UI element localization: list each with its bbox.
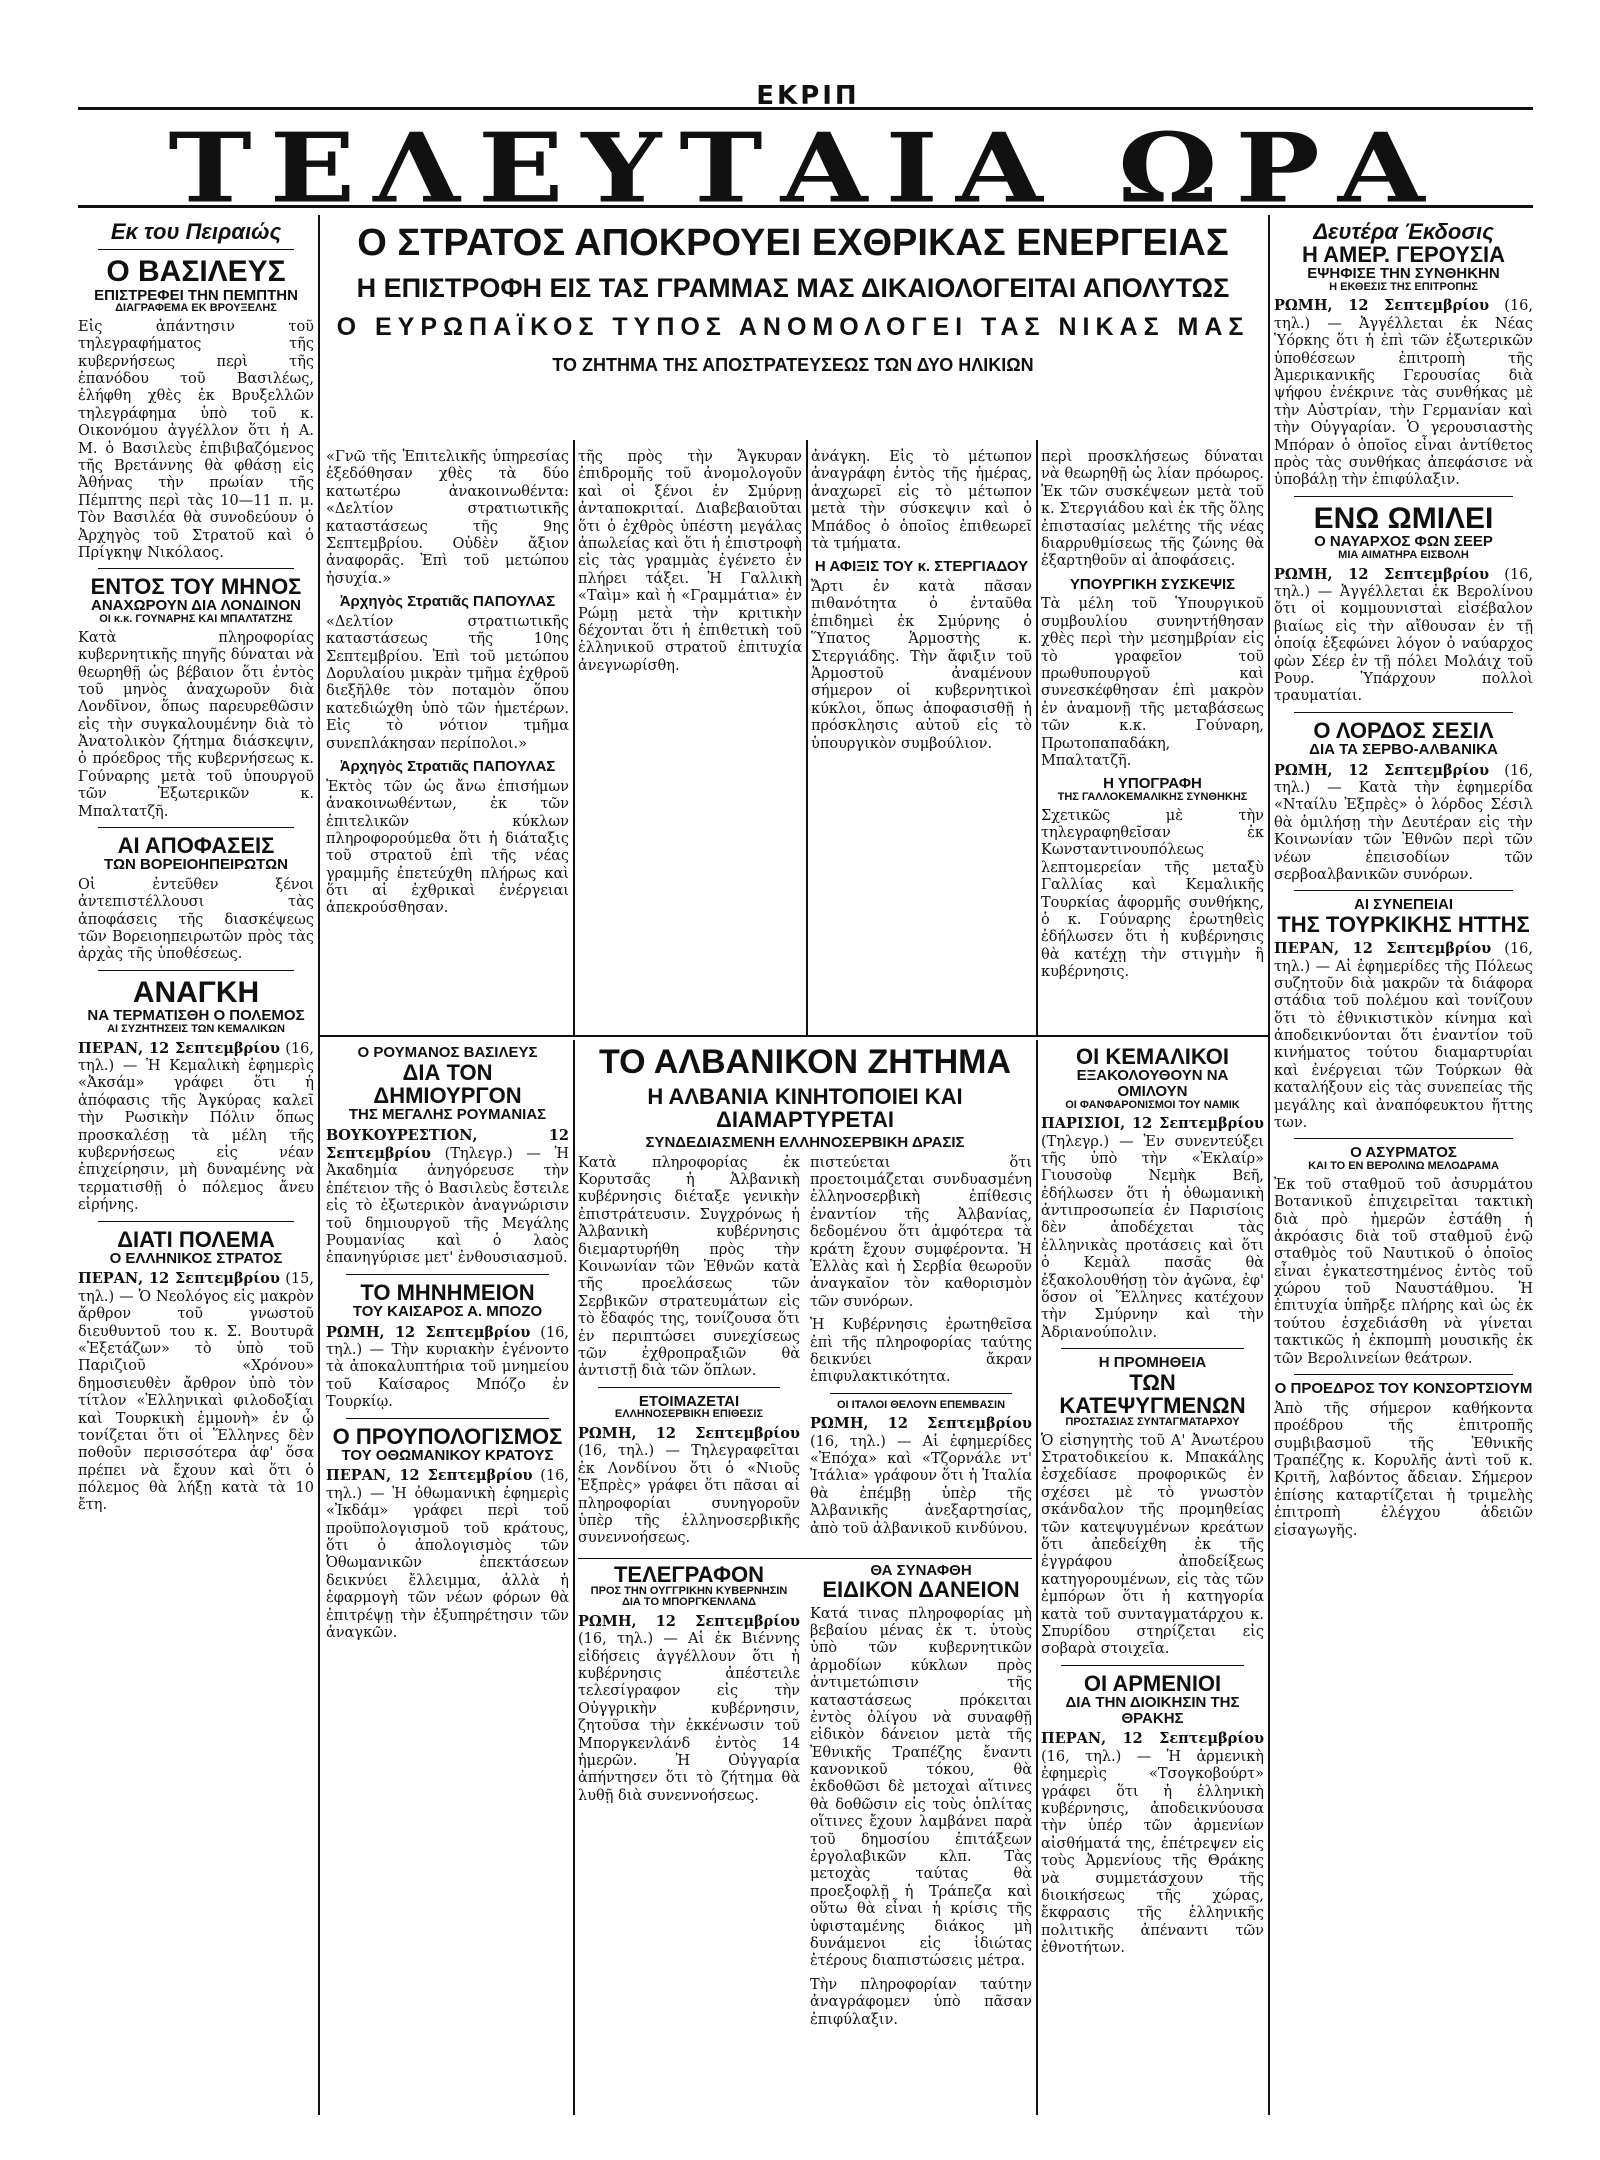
article-body: (Τηλεγρ.) — Ἡ Ἀκαδημία ἀνηγόρευσε τὴν ἐπέτειον τῆς ὁ Βασιλεὺς ἔστειλε εἰς τὸ ἐξωτερικὸν ἀναγνώρισιν τοῦ δημιουργοῦ τῆς Μεγάλης Ρουμανίας καὶ ὁ λαὸς ἐπανηγύρισε μετ' ἐνθουσιασμοῦ. — [326, 1146, 569, 1267]
body-col — [810, 1563, 1032, 2035]
kicker: ΑΙ ΣΥΖΗΤΗΣΕΙΣ ΤΩΝ ΚΕΜΑΛΙΚΩΝ — [107, 1023, 285, 1036]
dateline: ΡΩΜΗ, 12 Σεπτεμβρίου — [578, 1425, 800, 1442]
subhead: ΔΙΑ ΤΟΝ ΔΗΜΙΟΥΡΓΟΝ — [373, 1059, 522, 1108]
headline: ΤΕΛΕΓΡΑΦΟΝ — [613, 1561, 765, 1587]
lower-col-4 — [1041, 1045, 1264, 2115]
divider — [1294, 712, 1513, 713]
column-divider — [1036, 440, 1038, 1035]
two-column-body — [578, 1151, 1032, 1554]
headline: ΟΙ ΑΡΜΕΝΙΟΙ — [1083, 1670, 1222, 1696]
body-col — [578, 1563, 800, 2035]
divider — [1294, 890, 1513, 891]
headline: Ο ΠΡΟΕΔΡΟΣ ΤΟΥ ΚΟΝΣΟΡΤΣΙΟΥΜ — [1274, 1380, 1533, 1398]
kicker: ΤΗΣ ΓΑΛΛΟΚΕΜΑΛΙΚΗΣ ΣΥΝΘΗΚΗΣ — [1057, 791, 1248, 804]
divider — [346, 1418, 549, 1419]
article-text: Ὁ εἰσηγητὴς τοῦ Α' Ἀνωτέρου Στρατοδικείου κ. Μπακάλης ἐσχεδίασε προφορικῶς ἐν σχέσει μὲ τὸ γνωστὸν σκάνδαλον τῆς προμηθείας τῶν κατεψυγμένων κρεάτων ὅτι ἀπεδείχθη ἐκ τῆς ἐγγράφου ἀποδείξεως κατηγορουμένων, εἰς τὰς τῶν ἐμπόρων ὅτι ἡ κατηγορία κατὰ τοῦ συνταγματάρχου κ. Σπυρίδου στηρίζεται εἰς σοβαρὰ στοιχεῖα. — [1041, 1432, 1264, 1658]
divider — [1061, 1348, 1244, 1349]
kicker: ΥΠΟΥΡΓΙΚΗ ΣΥΣΚΕΨΙΣ — [1069, 575, 1236, 593]
subhead: ΤΩΝ ΒΟΡΕΙΟΗΠΕΙΡΩΤΩΝ — [104, 856, 288, 874]
article-text — [1274, 566, 1533, 706]
kicker: ΟΙ ΦΑΝΦΑΡΟΝΙΣΜΟΙ ΤΟΥ ΝΑΜΙΚ — [1065, 1098, 1240, 1111]
subhead: ΚΑΙ ΤΟ ΕΝ ΒΕΡΟΛΙΝΩ ΜΕΛΟΔΡΑΜΑ — [1308, 1160, 1499, 1173]
subhead: Ο ΕΛΛΗΝΙΚΟΣ ΣΤΡΑΤΟΣ — [109, 1249, 283, 1267]
divider — [598, 1387, 780, 1388]
article-body: (16, τηλ.) — Αἱ ἐφημερίδες «Ἐπόχα» καὶ «Τζορνάλε ντ' Ἰτάλια» γράφουν ὅτι ἡ Ἰταλία θὰ ἐπέμβῃ ὑπὲρ τῆς Ἀλβανικῆς ἀνεξαρτησίας, ἀπὸ τοῦ ἀλβανικοῦ κινδύνου. — [810, 1433, 1032, 1537]
kicker: ΔΙΑ ΤΟ ΜΠΟΡΓΚΕΝΛΑΝΔ — [621, 1596, 757, 1609]
section-label: Εκ του Πειραιώς — [110, 220, 282, 244]
main-headline: Ο ΣΤΡΑΤΟΣ ΑΠΟΚΡΟΥΕΙ ΕΧΘΡΙΚΑΣ ΕΝΕΡΓΕΙΑΣ — [357, 222, 1229, 264]
subhead: ΠΡΟΣ ΤΗΝ ΟΥΓΓΡΙΚΗΝ ΚΥΒΕΡΝΗΣΙΝ — [590, 1584, 788, 1597]
article-body: (16, τηλ.) — Αἱ ἐκ Βιέννης εἰδήσεις ἀγγέλλουν ὅτι ἡ κυβέρνησις ἀπέστειλε τελεσίγραφον εἰς τὴν Οὐγγρικὴν κυβέρνησιν, ζητοῦσα τὴν ἐκκένωσιν τοῦ Μποργκενλάνδ ἐντὸς 14 ἡμερῶν. Ἡ Οὐγγαρία ἀπήντησεν ὅτι τὸ ζήτημα θὰ λυθῇ διὰ συνεννοήσεως. — [578, 1631, 800, 1804]
main-col-2 — [578, 445, 802, 1030]
column-divider — [573, 440, 575, 1035]
headline: Η ΑΜΕΡ. ΓΕΡΟΥΣΙΑ — [1301, 242, 1506, 268]
kicker: ΤΗΣ ΜΕΓΑΛΗΣ ΡΟΥΜΑΝΙΑΣ — [348, 1105, 547, 1123]
kicker: ΠΡΟΣΤΑΣΙΑΣ ΣΥΝΤΑΓΜΑΤΑΡΧΟΥ — [1065, 1416, 1240, 1429]
article-text — [326, 1467, 569, 1642]
article-text: Σχετικῶς μὲ τὴν τηλεγραφηθεῖσαν ἐκ Κωνσταντινουπόλεως λεπτομερείαν τῆς μεταξὺ Γαλλίας καὶ Κεμαλικῆς Τουρκίας ἀφορμῆς συνθήκης, ὁ κ. Γούναρης ἐρωτηθεὶς ἐδήλωσεν ὅτι ἡ κυβέρνησις θὰ κατέχῃ τὴν στιγμὴν ἣ κυβέρνησις. — [1041, 807, 1264, 981]
kicker: Η ΥΠΟΓΡΑΦΗ — [1103, 775, 1202, 793]
article-text — [1274, 762, 1533, 885]
article-text — [326, 1127, 569, 1268]
kicker: ΟΙ ΙΤΑΛΟΙ ΘΕΛΟΥΝ ΕΠΕΜΒΑΣΙΝ — [836, 1398, 1006, 1411]
article-text: Ἀπὸ τῆς σήμερον καθήκοντα προέδρου τῆς ἐπιτροπῆς συμβιβασμοῦ τῆς Ἐθνικῆς Τραπέζης κ. Κορυλῆς ἀντὶ τοῦ κ. Κριτῆ, λαβόντος ἄδειαν. Σήμερον ἐπίσης καταρτίζεται ἡ τριμελὴς ἐπιτροπὴ ἐλέγχου ἀδειῶν εἰσαγωγῆς. — [1274, 1400, 1533, 1539]
headline: Ο ΠΡΟΥΠΟΛΟΓΙΣΜΟΣ — [332, 1423, 563, 1449]
article-text — [78, 1040, 314, 1215]
divider — [578, 1558, 1032, 1559]
subhead: ΔΙΑ ΤΗΝ ΔΙΟΙΚΗΣΙΝ ΤΗΣ ΘΡΑΚΗΣ — [1065, 1693, 1240, 1727]
divider — [346, 1274, 549, 1275]
dateline: ΠΕΡΑΝ, 12 Σεπτεμβρίου — [78, 1270, 280, 1288]
article-body: (16, τηλ.) — Τηλεγραφεῖται ἐκ Λονδίνου ὅτι ὁ «Νιοῦς Ἐξπρὲς» γράφει ὅτι πᾶσαι αἱ πληροφορίαι συνηγοροῦν ὑπὲρ τῆς ἑλληνοσερβικῆς συνεννοήσεως. — [578, 1443, 800, 1547]
newspaper-page — [78, 55, 1533, 2115]
dateline: ΒΟΥΚΟΥΡΕΣΤΙΟΝ, 12 Σεπτεμβρίου — [326, 1126, 569, 1163]
masthead — [78, 55, 1533, 225]
two-column-body — [578, 1563, 1032, 2035]
article-body: (Τηλεγρ.) — Ἐν συνεντεύξει τῆς ὑπὸ τὴν «Ἐκλαίρ» Γιουσοὺφ Νεμὴκ Βεῆ, ἐδήλωσεν ὅτι ἡ ὀθωμανικὴ ἀντιπροσωπεία ἐν Παρισίοις δὲν ἀποδέχεται τὰς ἑλληνικὰς προτάσεις καὶ ὅτι ὁ Κεμὰλ πασᾶς θὰ ἐξακολουθήσῃ τὸν ἀγῶνα, ἐφ' ὅσον οἱ Ἕλληνες κατέχουν τὴν Σμύρνην καὶ τὴν Ἀδριανούπολιν. — [1041, 1133, 1264, 1341]
kicker: ΟΙ κ.κ. ΓΟΥΝΑΡΗΣ ΚΑΙ ΜΠΑΛΤΑΤΖΗΣ — [99, 613, 293, 626]
headline: Ο ΛΟΡΔΟΣ ΣΕΣΙΛ — [1313, 717, 1494, 743]
article-text: πιστεύεται ὅτι προετοιμάζεται συνδυασμένη ἑλληνοσερβικὴ ἐπίθεσις ἐναντίον τῆς Ἀλβανίας, δεδομένου ὅτι ἀμφότερα τὰ κράτη ἔχουν συμφέροντα. Ἡ Ἑλλὰς καὶ ἡ Σερβία θεωροῦν ἀναγκαῖον τὸν καθορισμὸν τῶν συνόρων. — [810, 1154, 1032, 1310]
subhead: ΝΑ ΤΕΡΜΑΤΙΣΘΗ Ο ΠΟΛΕΜΟΣ — [87, 1007, 305, 1025]
article-text: Ἡ Κυβέρνησις ἐρωτηθεῖσα ἐπὶ τῆς πληροφορίας ταύτης δεικνύει ἄκραν ἐπιφυλακτικότητα. — [810, 1317, 1032, 1386]
article-text: Ἐκ τοῦ σταθμοῦ τοῦ ἀσυρμάτου Βοτανικοῦ ἐπιχειρεῖται τακτικὴ διὰ πρὸ ἡμερῶν ἐστάθη ἡ ἀκρόασις διὰ τοῦ σταθμοῦ ἐνῷ σταθμὸς τοῦ Ναυτικοῦ ὁ ὁποῖος εἶναι ἐγκατεστημένος ἐντὸς τοῦ χώρου τοῦ Ναυστάθμου. Ἡ ἐπιτυχία ὑπῆρξε πλήρης καὶ ὡς ἐκ τούτου ἐσχεδιάσθη νὰ γίνεται τακτικῶς ἡ ἐκπομπὴ μουσικῆς ἐκ τῶν Βερολινείων θεάτρων. — [1274, 1176, 1533, 1367]
article-text: «Γνῶ τῆς Ἐπιτελικῆς ὑπηρεσίας ἐξεδόθησαν χθὲς τὰ δύο κατωτέρω ἀνακοινωθέντα: «Δελτίον στρατιωτικῆς καταστάσεως τῆς 9ης Σεπτεμβρίου. Οὐδὲν ἄξιον ἀναφορᾶς. Ἐπὶ τοῦ μετώπου ἡσυχία.» — [326, 449, 569, 587]
headline: ΤΟ ΜΗΝΗΜΕΙΟΝ — [360, 1279, 535, 1305]
column-divider — [1036, 1040, 1038, 2115]
divider — [98, 249, 294, 250]
headline: ΔΙΑΤΙ ΠΟΛΕΜΑ — [117, 1226, 275, 1252]
dateline: ΡΩΜΗ, 12 Σεπτεμβρίου — [578, 1612, 800, 1630]
subhead: Ο ΝΑΥΑΡΧΟΣ ΦΩΝ ΣΕΕΡ — [1314, 533, 1493, 551]
subhead: ΤΗΣ ΤΟΥΡΚΙΚΗΣ ΗΤΤΗΣ — [1277, 912, 1530, 938]
dateline: ΠΕΡΑΝ, 12 Σεπτεμβρίου — [1041, 1730, 1264, 1748]
headline: ΑΝΑΓΚΗ — [132, 975, 260, 1009]
article-body: (16, τηλ.) — Ἡ Κεμαλικὴ ἐφημερὶς «Ἀκσάμ» γράφει ὅτι ἡ ἀπόφασις τῆς Ἀγκύρας καλεῖ τὴν Ρωσικὴν Πόλιν ὅπως προσκαλέσῃ τὰ μέλη τῆς κυβερνήσεως εἰς νέαν ἐπιχείρησιν, μὴ δυναμένης νὰ τερματισθῇ ὁ πόλεμος ἄνευ εἰρήνης. — [78, 1040, 314, 1214]
headline: ΤΟ ΑΛΒΑΝΙΚΟΝ ΖΗΤΗΜΑ — [598, 1045, 1012, 1081]
main-subhead: ΤΟ ΖΗΤΗΜΑ ΤΗΣ ΑΠΟΣΤΡΑΤΕΥΣΕΩΣ ΤΩΝ ΔΥΟ ΗΛΙΚΙΩΝ — [552, 355, 1034, 376]
article-text: τῆς πρὸς τὴν Ἄγκυραν ἐπιδρομῆς τοῦ ἀνομολογοῦν καὶ οἱ ξένοι ἐν Σμύρνῃ ἀνταποκριταί. Διαβεβαιοῦται ὅτι ὁ ἐχθρὸς ὑπέστη μεγάλας ἀπωλείας καὶ ὅτι ἡ ἐπιστροφὴ εἰς τὰς γραμμὰς ἐγένετο ἐν πλήρει τάξει. Ἡ Γαλλικὴ «Ταὶμ» καὶ ἡ «Γραμμάτια» ἐν Ρώμῃ μετὰ τὴν κριτικὴν δέχονται ὅτι ἡ ἐπιθετικὴ τοῦ ἑλληνικοῦ στρατοῦ ἐπιτυχία ἀνεγνωρίσθη. — [578, 449, 802, 674]
body-col — [578, 1151, 800, 1554]
column-divider — [806, 440, 808, 1035]
divider — [1294, 1138, 1513, 1139]
headline: ΕΝΩ ΩΜΙΛΕΙ — [1313, 501, 1494, 535]
headline: ΑΙ ΑΠΟΦΑΣΕΙΣ — [117, 833, 275, 859]
kicker: Η ΕΚΘΕΣΙΣ ΤΗΣ ΕΠΙΤΡΟΠΗΣ — [1329, 280, 1478, 293]
column-divider — [318, 215, 320, 2115]
subhead: ΕΨΗΦΙΣΕ ΤΗΝ ΣΥΝΘΗΚΗΝ — [1307, 265, 1500, 283]
article-text: Κατὰ πληροφορίας ἐκ Κορυτσᾶς ἡ Ἀλβανικὴ κυβέρνησις διέταξε γενικὴν ἐπιστράτευσιν. Συγχρόνως ἡ Ἀλβανικὴ κυβέρνησις διεμαρτυρήθη πρὸς τὴν Κοινωνίαν τῶν Ἐθνῶν κατὰ τῆς προελάσεως τῶν Σερβικῶν στρατευμάτων εἰς τὸ ἔδαφός της, τονίζουσα ὅτι ἐν περιπτώσει συνεχίσεως τῶν ἐχθροπραξιῶν θὰ ἀντιστῇ διὰ τῶν ὅπλων. — [578, 1154, 800, 1380]
headline: ΟΙ ΚΕΜΑΛΙΚΟΙ — [1075, 1045, 1229, 1069]
article-text: «Δελτίον στρατιωτικῆς καταστάσεως τῆς 10ης Σεπτεμβρίου. Ἐπὶ τοῦ μετώπου Δορυλαίου μικρὰν τμῆμα ἐχθροῦ διεξῆλθε τὸν ποταμὸν ὅπου κατεδιώχθη ὑπὸ τῶν ἡμετέρων. Εἰς τὸ νότιον τμῆμα συνεπλάκησαν περίπολοι.» — [326, 613, 569, 752]
article-text: Ἄρτι ἐν κατὰ πᾶσαν πιθανότητα ὁ ἐνταῦθα ἐπιδημεὶ ἐκ Σμύρνης ὁ Ὕπατος Ἁρμοστὴς κ. Στεργιάδης. Τὴν ἄφιξιν τοῦ Ἁρμοστοῦ ἀναμένουν σήμερον οἱ κυβερνητικοὶ κύκλοι, ὅπως ἀποφασισθῇ ἡ πρόσκλησις αὐτοῦ εἰς τὸ ὑπουργικὸν συμβούλιον. — [811, 579, 1032, 752]
masthead-rule-bottom — [78, 205, 1533, 208]
subhead: ΕΠΙΣΤΡΕΦΕΙ ΤΗΝ ΠΕΜΠΤΗΝ — [94, 286, 298, 304]
article-text — [1041, 1730, 1264, 1957]
article-text — [1274, 297, 1533, 489]
dateline: ΡΩΜΗ, 12 Σεπτεμβρίου — [1274, 761, 1490, 779]
headline: Ο ΑΣΥΡΜΑΤΟΣ — [1350, 1144, 1457, 1162]
dateline: ΡΩΜΗ, 12 Σεπτεμβρίου — [1274, 565, 1490, 583]
article-body: (16, τηλ.) — Αἱ ἐφημερίδες τῆς Πόλεως συζητοῦν διὰ μακρῶν τὰ διάφορα στάδια τοῦ πολέμου καὶ τονίζουν ὅτι τὸ ἐθνικιστικὸν κίνημα καὶ ἀποδεικνύονται ὅτι ἐναντίον τοῦ κινήματος τούτου διαμαρτυρίαι καὶ ἐνέργειαι τῶν Τούρκων θὰ καταλήξουν εἰς τὰς συνεπείας τῆς μεγάλης καὶ ἀναπόφευκτου ἥττης των. — [1274, 941, 1533, 1132]
kicker: ΕΛΛΗΝΟΣΕΡΒΙΚΗ ΕΠΙΘΕΣΙΣ — [614, 1408, 764, 1421]
masthead-rule-top — [78, 107, 1533, 110]
main-col-1 — [326, 445, 569, 1030]
divider — [98, 568, 294, 569]
kicker: ΔΙΑΓΡΑΦΕΜΑ ΕΚ ΒΡΟΥΞΕΛΗΣ — [115, 302, 277, 315]
article-text: ἀνάγκη. Εἰς τὸ μέτωπον ἀναγράφη ἐντὸς τῆς ἡμέρας, ἀναχωρεῖ εἰς τὸ μέτωπον μετὰ τὴν σύσκεψιν καὶ ὁ Μπάδος ὁ ὁποῖος ἐπιθεωρεῖ τὰ τμήματα. — [811, 449, 1032, 552]
main-subhead: Η ΕΠΙΣΤΡΟΦΗ ΕΙΣ ΤΑΣ ΓΡΑΜΜΑΣ ΜΑΣ ΔΙΚΑΙΟΛΟΓΕΙΤΑΙ ΑΠΟΛΥΤΩΣ — [356, 272, 1230, 303]
article-text: Κατὰ πληροφορίας κυβερνητικῆς πηγῆς δύναται νὰ θεωρηθῇ ὡς βέβαιον ὅτι ἐντὸς τοῦ μηνὸς ἀναχωροῦν διὰ Λονδῖνον, ὅπως παρευρεθῶσιν εἰς τὴν συγκαλουμένην διὰ τὸ Ἀνατολικὸν ζήτημα διάσκεψιν, ὁ πρόεδρος τῆς κυβερνήσεως κ. Γούναρης μετὰ τοῦ ὑπουργοῦ τῶν Ἐξωτερικῶν κ. Μπαλτατζῆ. — [78, 629, 314, 820]
right-column — [1274, 220, 1533, 2115]
divider — [1294, 1374, 1513, 1375]
dateline: ΡΩΜΗ, 12 Σεπτεμβρίου — [1274, 297, 1490, 315]
dateline: ΠΕΡΑΝ, 12 Σεπτεμβρίου — [78, 1039, 280, 1057]
article-body: (16, τηλ.) — Ἀγγέλλεται ἐκ Νέας Ὑόρκης ὅτι ἡ ἐπὶ τῶν ἐξωτερικῶν ὑποθέσεων ἐπιτροπὴ τῆς Ἀμερικανικῆς Γερουσίας διὰ ψήφου ἐνέκρινε τὰς συνθήκας μὲ τὴν Αὐστρίαν, τὴν Γερμανίαν καὶ τὴν Οὐγγαρίαν. Ὁ γερουσιαστὴς Μπόραν ὁ ὁποῖος εἶναι ἀντίθετος πρὸς τὰς συνθήκας ἀπεφάσισε νὰ ὑποβάλῃ τὴν ἐπιφύλαξιν. — [1274, 298, 1533, 489]
subhead: Η ΑΛΒΑΝΙΑ ΚΙΝΗΤΟΠΟΙΕΙ ΚΑΙ ΔΙΑΜΑΡΤΥΡΕΤΑΙ — [647, 1083, 963, 1132]
article-text — [78, 1270, 314, 1514]
article-text: Ἐκτὸς τῶν ὡς ἄνω ἐπισήμων ἀνακοινωθέντων, ἐκ τῶν ἐπιτελικῶν κύκλων πληροφορούμεθα ὅτι ἡ διάταξις τοῦ στρατοῦ ἐπὶ τῆς νέας γραμμῆς ἐπετεύχθη πλήρως καὶ ὅτι αἱ ἐχθρικαὶ ἐνέργειαι ἀπεκρούσθησαν. — [326, 778, 569, 917]
subhead: ΤΟΥ ΚΑΙΣΑΡΟΣ Α. ΜΠΟΖΟ — [352, 1302, 543, 1320]
main-col-3 — [811, 445, 1032, 1030]
dateline: ΡΩΜΗ, 12 Σεπτεμβρίου — [810, 1415, 1032, 1433]
section-rule — [318, 1035, 1268, 1037]
article-body: (16, τηλ.) — Ἀγγέλλεται ἐκ Βερολίνου ὅτι οἱ κομμουνισταὶ εἰσέβαλον βιαίως εἰς τὴν αἴθουσαν ἐν τῇ ὁποίᾳ ἐξεφώνει λόγον ὁ ναύαρχος φὼν Σέερ ἐν τῇ πόλει Μολάιχ τοῦ Ρουρ. Ὑπάρχουν πολλοὶ τραυματίαι. — [1274, 566, 1533, 705]
article-body: (16, τηλ.) — Κατὰ τὴν ἐφημερίδα «Νταίλυ Ἐξπρὲς» ὁ λόρδος Σέσιλ θὰ ὁμιλήσῃ τὴν Δευτέραν εἰς τὴν Κοινωνίαν τῶν Ἐθνῶν περὶ τῶν νέων ἐπεισοδίων τῶν σερβοαλβανικῶν συνόρων. — [1274, 762, 1533, 883]
dateline: ΠΕΡΑΝ, 12 Σεπτεμβρίου — [1274, 940, 1492, 958]
article-text — [1274, 940, 1533, 1132]
divider — [98, 970, 294, 971]
article-text — [1041, 1115, 1264, 1342]
masthead-title: ΤΕΛΕΥΤΑΙΑ ΩΡΑ — [168, 112, 1443, 225]
column-divider — [573, 1040, 575, 2115]
kicker: Η ΑΦΙΞΙΣ ΤΟΥ κ. ΣΤΕΡΓΙΑΔΟΥ — [814, 558, 1029, 576]
headline: ΕΝΤΟΣ ΤΟΥ ΜΗΝΟΣ — [90, 574, 302, 600]
divider — [830, 1393, 1012, 1394]
lower-center-block — [578, 1045, 1032, 2115]
article-text: Εἰς ἀπάντησιν τοῦ τηλεγραφήματος τῆς κυβερνήσεως περὶ τῆς ἐπανόδου τοῦ Βασιλέως, ἐλήφθη χθὲς ἐκ Βρυξελλῶν τηλεγράφημα ὑπὸ τοῦ κ. Οικονόμου ἀγγέλλον ὅτι ἡ Α. Μ. ὁ Βασιλεὺς ἐπιβιβαζόμενος τῆς Βρετάννης θὰ φθάσῃ εἰς Ἀθήνας τὴν πρωίαν τῆς Πέμπτης περὶ τὰς 10—11 π. μ. Τὸν Βασιλέα θὰ συνοδεύουν ὁ Ἀρχηγὸς τοῦ Στρατοῦ καὶ ὁ Πρίγκηψ Νικόλαος. — [78, 318, 314, 561]
article-text: περὶ προσκλήσεως δύναται νὰ θεωρηθῇ ὡς λίαν πρόωρος. Ἐκ τῶν συσκέψεων μετὰ τοῦ κ. Στεργιάδου καὶ ἐκ τῆς ὅλης ἐπιστασίας μελέτης τῆς νέας διαρρυθμίσεως τῆς ζώνης θὰ ἐξαρτηθοῦν αἱ ἀποφάσεις. — [1041, 449, 1264, 570]
section-label: Δευτέρα Έκδοσις — [1313, 220, 1494, 244]
headline: Ο ΒΑΣΙΛΕΥΣ — [106, 255, 286, 289]
lower-col-1 — [326, 1045, 569, 2115]
article-text — [326, 1324, 569, 1412]
kicker: ΕΤΟΙΜΑΖΕΤΑΙ — [638, 1392, 740, 1410]
article-text — [578, 1613, 800, 1805]
left-column — [78, 220, 314, 2115]
subhead: ΤΟΥ ΟΘΩΜΑΝΙΚΟΥ ΚΡΑΤΟΥΣ — [341, 1446, 554, 1464]
subhead: ΕΙΔΙΚΟΝ ΔΑΝΕΙΟΝ — [822, 1577, 1020, 1603]
headline: Η ΠΡΟΜΗΘΕΙΑ — [1098, 1354, 1207, 1372]
article-text — [578, 1425, 800, 1548]
main-headline-block — [323, 220, 1263, 435]
subhead: ΤΩΝ ΚΑΤΕΨΥΓΜΕΝΩΝ — [1059, 1369, 1246, 1419]
article-body: (15, τηλ.) — Ὁ Νεολόγος εἰς μακρὸν ἄρθρον τοῦ γνωστοῦ διευθυντοῦ του κ. Σ. Βουτυρᾶ «Ἐξετάζων» τὸ ὑπὸ τοῦ Παριζιοῦ «Χρόνου» δημοσιευθὲν ἄρθρον ὑπὸ τὸν τίτλον «Ἑλληνικαὶ φιλοδοξίαι καὶ Τουρκικὴ ἐμμονὴ» ἐν ᾧ τονίζεται ὅτι οἱ Ἕλληνες δὲν ποθοῦν περισσότερα ἀφ' ὅσα πρέπει νὰ ἔχουν καὶ ὅτι ὁ πόλεμος θὰ λήξῃ κατὰ τὰ 10 ἔτη. — [78, 1271, 314, 1514]
dateline: ΠΕΡΑΝ, 12 Σεπτεμβρίου — [326, 1467, 533, 1485]
article-text: Τὴν πληροφορίαν ταύτην ἀναγράφομεν ὑπὸ πᾶσαν ἐπιφύλαξιν. — [810, 1976, 1032, 2028]
article-text: Τὰ μέλη τοῦ Ὑπουργικοῦ συμβουλίου συνηντήθησαν χθὲς περὶ τὴν μεσημβρίαν εἰς τὸ γραφεῖον τοῦ πρωθυπουργοῦ καὶ συνεσκέφθησαν ἐπὶ μακρὸν ἐν ἀναμονῇ τῆς μεταβάσεως τῶν κ.κ. Γούναρη, Πρωτοπαπαδάκη, Μπαλτατζῆ. — [1041, 596, 1264, 769]
article-body: (16, τηλ.) — Τὴν κυριακὴν ἐγένοντο τὰ ἀποκαλυπτήρια τοῦ μνημείου τοῦ Καίσαρος Μπόζο ἐν Τουρκίῳ. — [326, 1324, 569, 1411]
divider — [1061, 1665, 1244, 1666]
subhead: ΔΙΑ ΤΑ ΣΕΡΒΟ-ΑΛΒΑΝΙΚΑ — [1309, 740, 1498, 758]
column-divider — [1268, 215, 1270, 2115]
article-body: (16, τηλ.) — Ἡ ὀθωμανικὴ ἐφημερὶς «Ἰκδάμ» γράφει περὶ τοῦ προϋπολογισμοῦ τοῦ κράτους, ὅτι ὁ ἀπολογισμὸς τῶν Ὀθωμανικῶν ἐπεκτάσεων δεικνύει ἔλλειμμα, ἀλλὰ ἡ ἐφαρμογὴ τῶν νέων φόρων θὰ ἐπιτρέψῃ τὴν ἐξυπηρέτησιν τῶν ἀναγκῶν. — [326, 1468, 569, 1641]
article-text: Κατά τινας πληροφορίας μὴ βεβαίου μένας ἐκ τ. ὑτοὺς ὑπὸ τῶν κυβερνητικῶν ἀρμοδίων κύκλων πρὸς ἀντιμετώπισιν τῆς καταστάσεως πρόκειται ἐντὸς ὀλίγου νὰ συναφθῇ εἰδικὸν δάνειον μετὰ τῆς Ἐθνικῆς Τραπέζης ἔναντι κανονικοῦ τόκου, θὰ ἐκδοθῶσι δὲ μετοχαὶ αἵτινες θὰ δοθῶσιν εἰς τοὺς ὁπλίτας οἵτινες ἔχουν λαμβάνει παρὰ τοῦ δημοσίου ἐπιτάξεων ἐργολαβικῶν κλπ. Τὰς μετοχὰς ταύτας θὰ προεξοφλῇ ἡ Τράπεζα καὶ οὕτω θὰ εἶναι ἡ κρίσις τῆς ὑφισταμένης διάκος μὴ δυνάμενοι εἰς ἰδιώτας ἑτέρους διαπιστώσεις μέτρα. — [810, 1605, 1032, 1970]
kicker: ΣΥΝΔΕΔΙΑΣΜΕΝΗ ΕΛΛΗΝΟΣΕΡΒΙΚΗ ΔΡΑΣΙΣ — [645, 1133, 965, 1151]
headline: ΑΙ ΣΥΝΕΠΕΙΑΙ — [1353, 896, 1454, 914]
kicker: ΜΙΑ ΑΙΜΑΤΗΡΑ ΕΙΣΒΟΛΗ — [1338, 549, 1469, 562]
subhead: ΕΞΑΚΟΛΟΥΘΟΥΝ ΝΑ ΟΜΙΛΟΥΝ — [1076, 1067, 1229, 1100]
headline: ΘΑ ΣΥΝΑΦΘΗ — [870, 1561, 972, 1579]
masthead-kicker: ΕΚΡΙΠ — [756, 81, 860, 111]
subhead: ΑΝΑΧΩΡΟΥΝ ΔΙΑ ΛΟΝΔΙΝΟΝ — [90, 597, 301, 615]
divider — [98, 827, 294, 828]
dateline: ΠΑΡΙΣΙΟΙ, 12 Σεπτεμβρίου — [1041, 1115, 1264, 1133]
main-subhead: Ο ΕΥΡΩΠΑΪΚΟΣ ΤΥΠΟΣ ΑΝΟΜΟΛΟΓΕΙ ΤΑΣ ΝΙΚΑΣ ΜΑΣ — [336, 313, 1250, 342]
signature: Ἀρχηγὸς Στρατιᾶς ΠΑΠΟΥΛΑΣ — [339, 758, 556, 775]
kicker: Ἀρχηγὸς Στρατιᾶς ΠΑΠΟΥΛΑΣ — [339, 593, 556, 611]
divider — [98, 1221, 294, 1222]
headline: Ο ΡΟΥΜΑΝΟΣ ΒΑΣΙΛΕΥΣ — [357, 1045, 538, 1061]
article-body: (16, τηλ.) — Ἡ ἀρμενικὴ ἐφημερὶς «Τσογκοβούρτ» γράφει ὅτι ἡ ἑλληνικὴ κυβέρνησις, ἀποδεικνύουσα τὴν ὑπέρ τῶν ἀρμενίων αἰσθήματά της, ἐπέτρεψεν εἰς τοὺς Ἀρμενίους τῆς Θράκης νὰ συμμετάσχουν τῆς διοικήσεως τῆς χώρας, ἔκφρασις τῆς ἑλληνικῆς πολιτικῆς ἀπέναντι τῶν ἐθνοτήτων. — [1041, 1748, 1264, 1957]
dateline: ΡΩΜΗ, 12 Σεπτεμβρίου — [326, 1323, 531, 1341]
article-text: Οἱ ἐντεῦθεν ξένοι ἀντεπιστέλλουσι τὰς ἀποφάσεις τῆς διασκέψεως τῶν Βορειοηπειρωτῶν πρὸς τὰς ἀρχὰς τῆς ὑποθέσεως. — [78, 876, 314, 963]
divider — [1294, 496, 1513, 497]
body-col — [810, 1151, 1032, 1554]
article-text — [810, 1415, 1032, 1538]
main-col-4 — [1041, 445, 1264, 1030]
